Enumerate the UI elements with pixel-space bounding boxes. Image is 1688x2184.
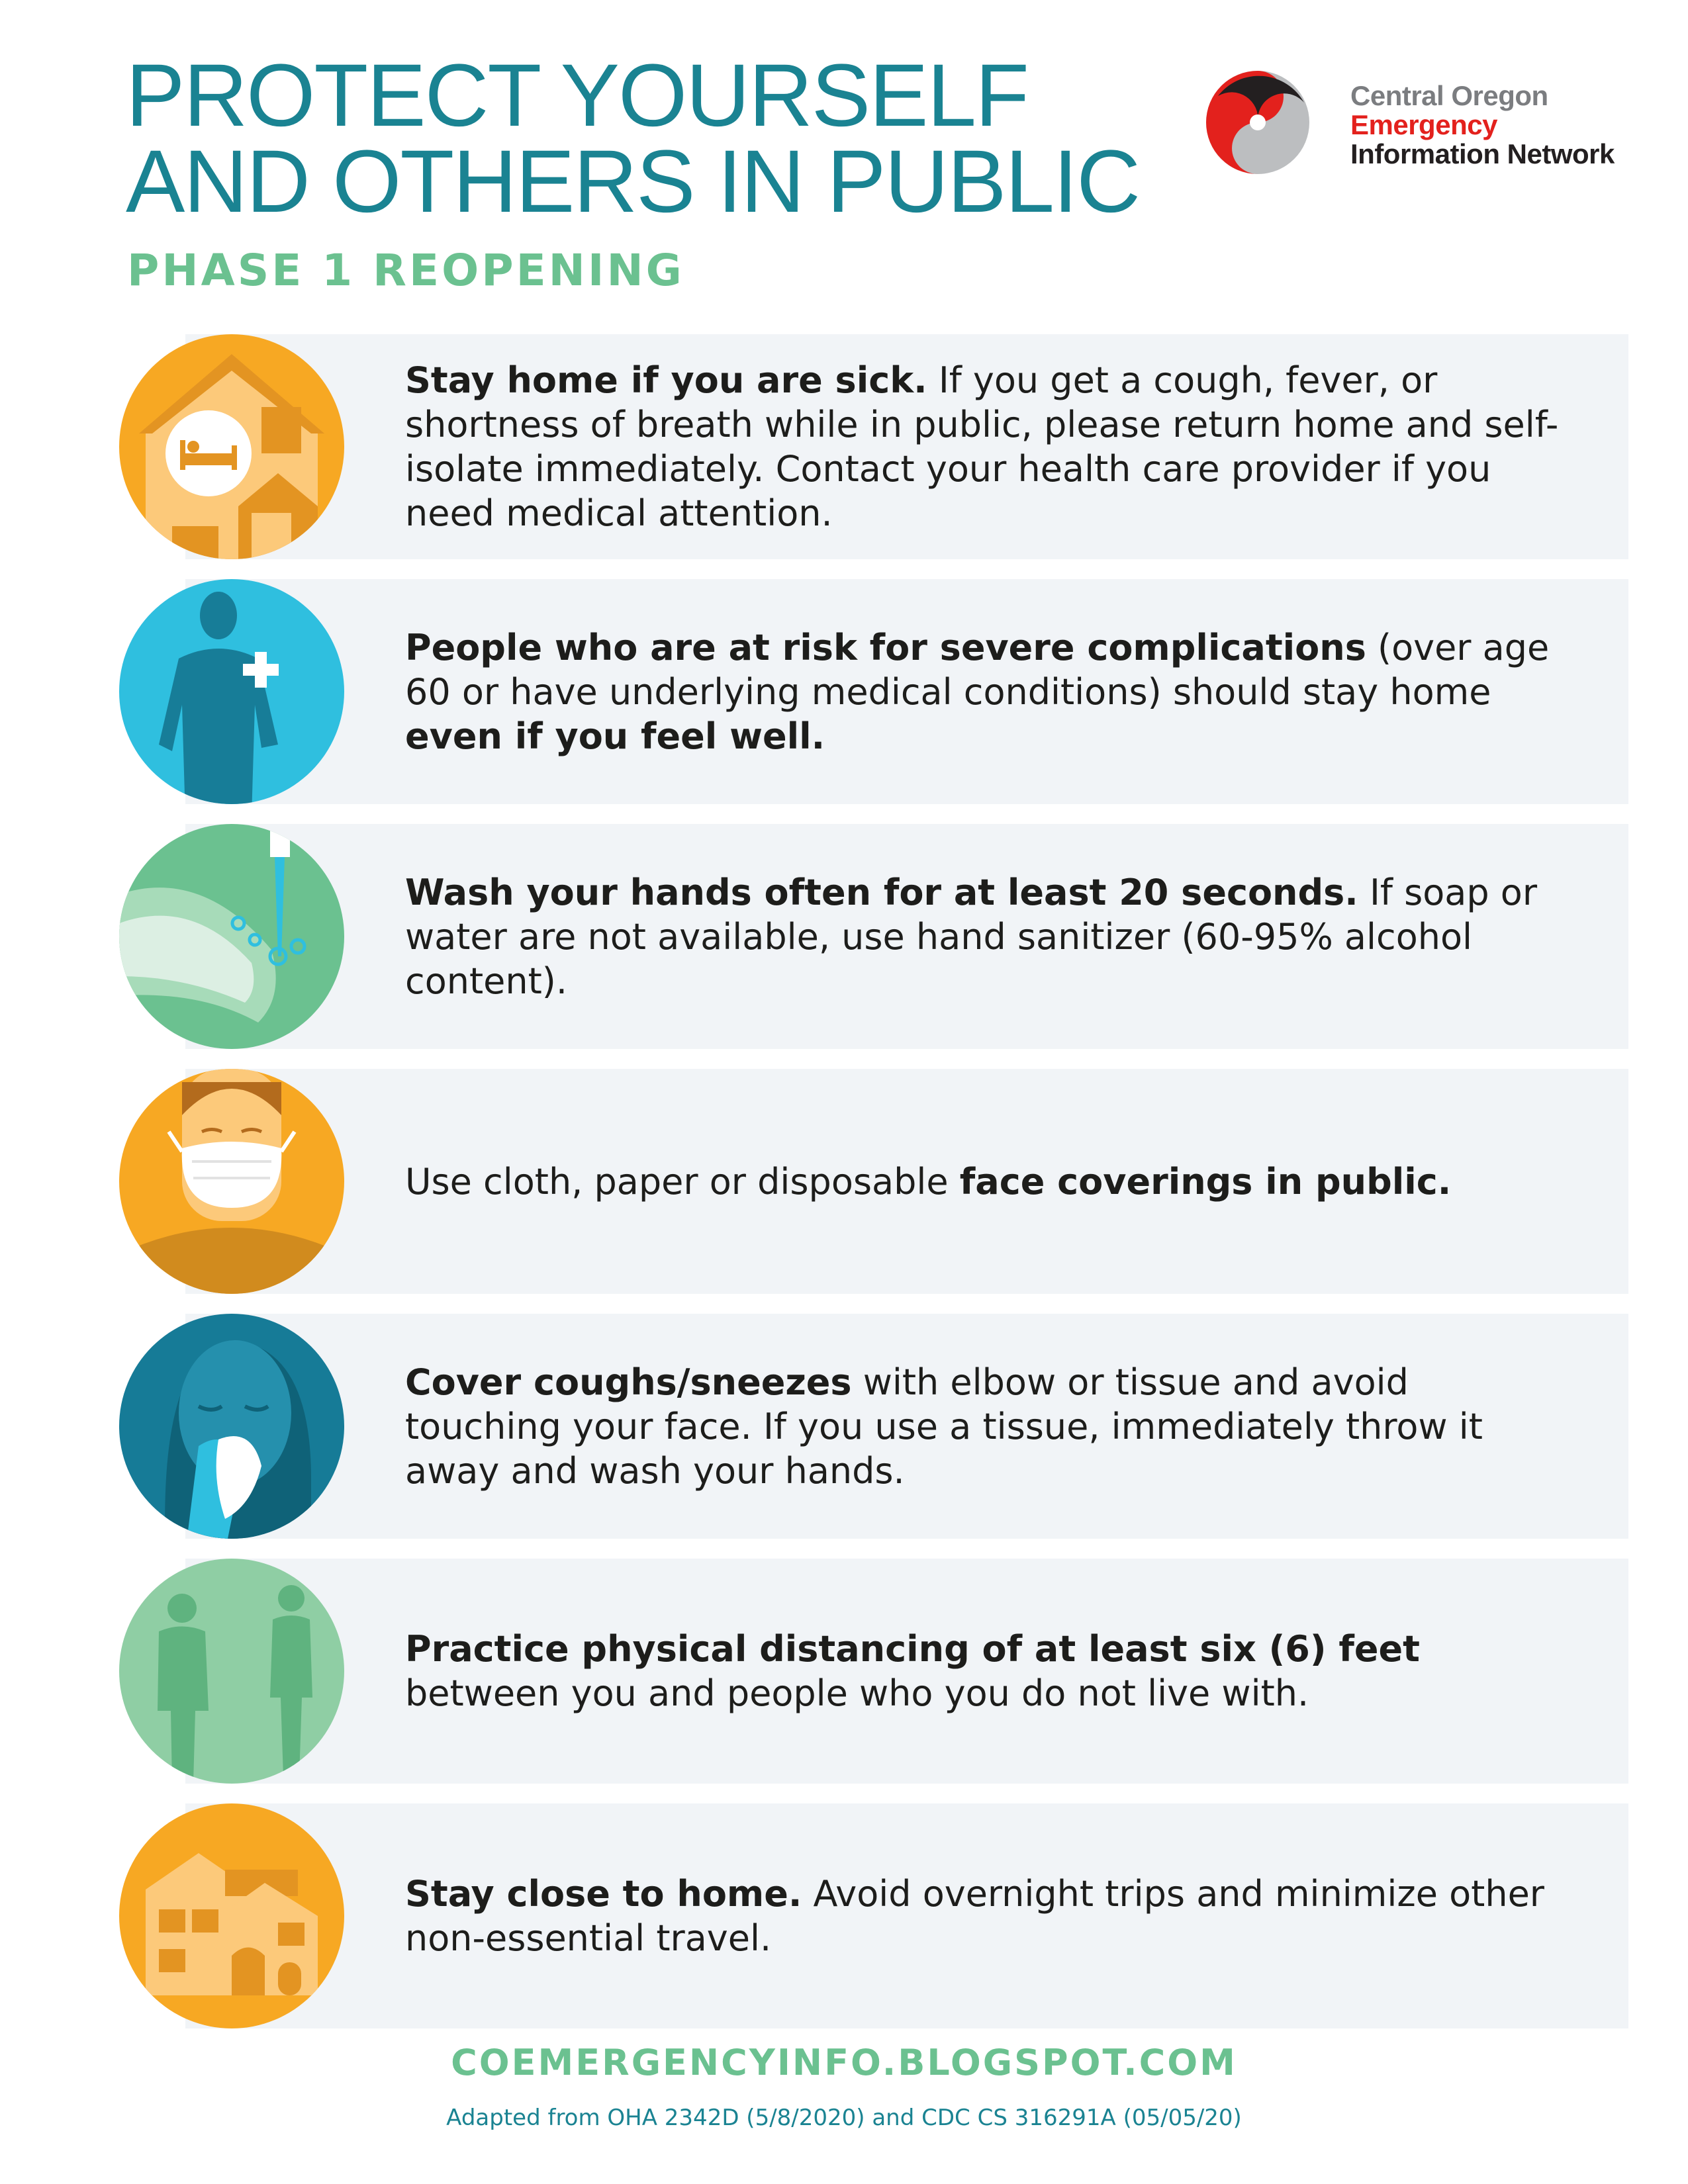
logo-line-3: Information Network (1350, 138, 1615, 169)
logo-line-2: Emergency (1350, 109, 1497, 140)
house-bed-icon (119, 334, 344, 559)
cover-cough-icon (119, 1314, 344, 1539)
footer-source-note: Adapted from OHA 2342D (5/8/2020) and CDC CS 316291A (05/05/20) (446, 2105, 1242, 2131)
list-item (0, 1803, 1688, 2028)
list-item (0, 1069, 1688, 1294)
item-bold: People who are at risk for severe complications (405, 626, 1366, 668)
item-bold: Wash your hands often for at least 20 seconds. (405, 871, 1358, 913)
item-body: Avoid overnight trips and minimize other non-essential travel. (405, 1873, 1544, 1959)
list-item (0, 1314, 1688, 1539)
list-item (0, 334, 1688, 559)
logo-line-1: Central Oregon (1350, 80, 1548, 111)
logo-text (1350, 81, 1615, 169)
page-subtitle: PHASE 1 REOPENING (127, 245, 684, 296)
item-bold: Stay home if you are sick. (405, 359, 927, 401)
coein-logo (1205, 63, 1628, 182)
item-text (405, 824, 1570, 1049)
title-line-1: PROTECT YOURSELF (126, 46, 1028, 145)
item-body: If soap or water are not available, use hand sanitizer (60-95% alcohol content). (405, 871, 1538, 1002)
item-text (405, 1803, 1570, 2028)
item-text (405, 1069, 1570, 1294)
list-item (0, 1559, 1688, 1784)
hand-washing-icon (119, 824, 344, 1049)
item-text (405, 1314, 1570, 1539)
item-bold: face coverings in public. (959, 1160, 1452, 1203)
item-bold-2: even if you feel well. (405, 715, 825, 757)
list-item (0, 579, 1688, 804)
footer-url-link[interactable]: COEMERGENCYINFO.BLOGSPOT.COM (451, 2042, 1237, 2083)
item-body: (over age 60 or have underlying medical conditions) should stay home (405, 626, 1550, 713)
face-mask-icon (119, 1069, 344, 1294)
item-text (405, 579, 1570, 804)
item-bold: Practice physical distancing of at least six (6) feet (405, 1628, 1420, 1670)
stay-home-houses-icon (119, 1803, 344, 2028)
item-text (405, 334, 1570, 559)
item-body: between you and people who you do not live with. (405, 1672, 1309, 1714)
item-bold: Stay close to home. (405, 1873, 802, 1915)
physical-distancing-icon (119, 1559, 344, 1784)
item-text (405, 1559, 1570, 1784)
item-bold: Cover coughs/sneezes (405, 1361, 852, 1403)
item-body: If you get a cough, fever, or shortness of breath while in public, please return home and self-isolate immediately. Contact your health care provider if you need medical attention. (405, 359, 1559, 534)
at-risk-person-icon (119, 579, 344, 804)
coein-logo-mark-icon (1205, 69, 1311, 175)
page-title (126, 46, 1140, 231)
list-item (0, 824, 1688, 1049)
item-body: Use cloth, paper or disposable (405, 1160, 960, 1203)
title-line-2: AND OTHERS IN PUBLIC (126, 132, 1140, 231)
item-body: with elbow or tissue and avoid touching your face. If you use a tissue, immediately throw it away and wash your hands. (405, 1361, 1483, 1492)
